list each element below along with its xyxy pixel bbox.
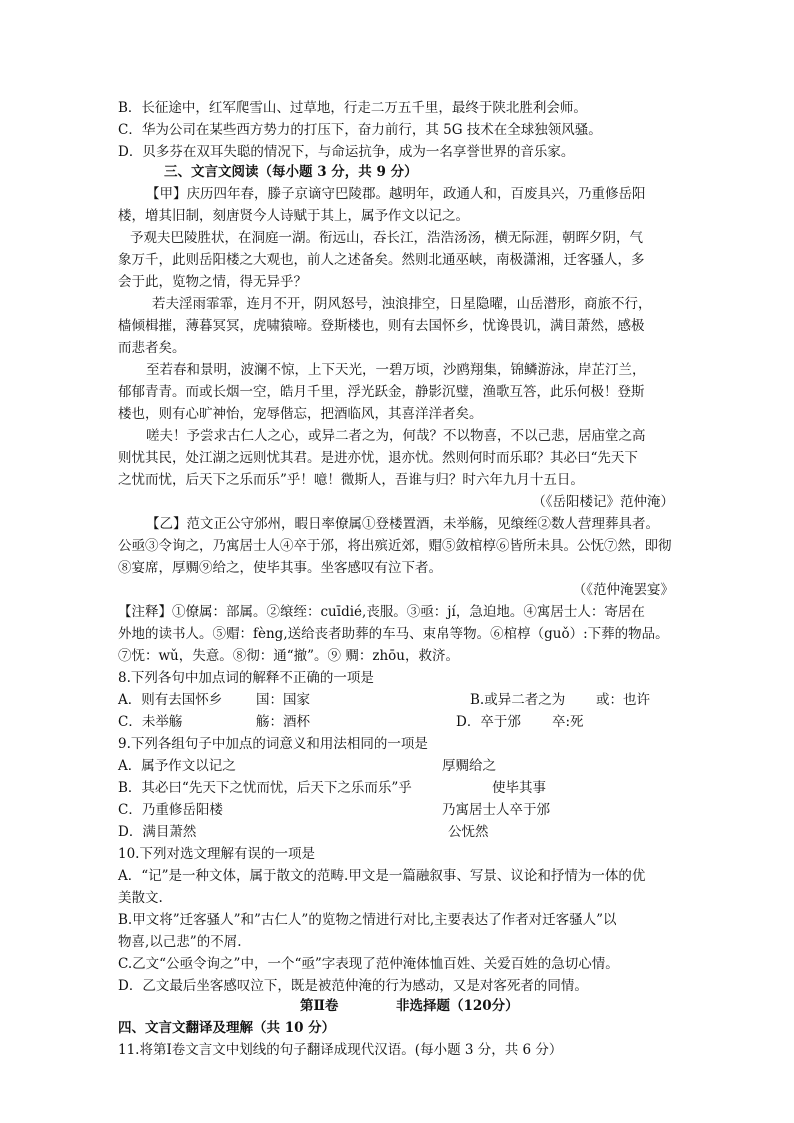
q10-option-d: D．乙文最后坐客感叹泣下，既是被范仲淹的行为感动，又是对客死者的同情。 (118, 978, 588, 994)
question-11-title: 11.将第Ⅰ卷文言文中划线的句子翻译成现代汉语。(每小题 3 分，共 6 分） (118, 1042, 563, 1058)
q9-option-a-right: 厚赒给之 (442, 758, 496, 774)
q8-option-a-gloss: 国：国家 (256, 692, 310, 708)
notes-line: ⑦怃：wǔ，失意。⑧彻：通“撤”。⑨ 赒：zhōu，救济。 (118, 648, 459, 664)
notes-line: 外地的读书人。⑤赗：fèng,送给丧者助葬的车马、束帛等物。⑥棺椁（guǒ）:下葬的物品。 (118, 626, 669, 642)
question-8-title: 8.下列各句中加点词的解释不正确的一项是 (118, 670, 374, 686)
passage-jia-line: 之忧而忧，后天下之乐而乐”乎！噫！微斯人，吾谁与归？时六年九月十五日。 (118, 472, 584, 488)
q9-option-a: A．属予作文以记之 (118, 758, 236, 774)
section-3-heading: 三、文言文阅读（每小题 3 分，共 9 分） (164, 164, 418, 180)
passage-yi-line: 【乙】范文正公守邠州，暇日率僚属①登楼置酒，未举觞，见缞绖②数人营理葬具者。 (146, 516, 659, 532)
passage-jia-line: 楼，增其旧制，刻唐贤今人诗赋于其上，属予作文以记之。 (118, 208, 469, 224)
passage-jia-line: 而悲者矣。 (118, 340, 186, 356)
q8-option-b-gloss: 或：也许 (596, 692, 650, 708)
passage-jia-line: 予观夫巴陵胜状，在洞庭一湖。衔远山，吞长江，浩浩汤汤，横无际涯，朝晖夕阴，气 (130, 230, 643, 246)
q8-option-b: B.或异二者之为 (470, 692, 566, 708)
passage-yi-line: 公亟③令询之，乃寓居士人④卒于邠，将出殡近郊，赗⑤敛棺椁⑥皆所未具。公怃⑦然，即彻 (118, 538, 672, 554)
q10-option-b-cont: 物喜,以己悲”的不屑. (118, 934, 242, 950)
q9-option-b-right: 使毕其事 (492, 780, 546, 796)
notes-line: 【注释】①僚属：部属。②缞绖：cuīdié,丧服。③亟：jí，急迫地。④寓居士人：寄居在 (118, 604, 645, 620)
passage-jia-line: 樯倾楫摧，薄暮冥冥，虎啸猿啼。登斯楼也，则有去国怀乡，忧谗畏讥，满目萧然，感极 (118, 318, 645, 334)
q10-option-a-cont: 美散文. (118, 890, 163, 906)
q8-option-a: A．则有去国怀乡 (118, 692, 223, 708)
question-9-title: 9.下列各组句子中加点的词意义和用法相同的一项是 (118, 736, 428, 752)
q9-option-d: D．满目萧然 (118, 824, 197, 840)
passage-yi-source: （《范仲淹罢宴》 (572, 582, 674, 598)
passage-jia-line: 会于此，览物之情，得无异乎？ (118, 274, 307, 290)
section-4-heading: 四、文言文翻译及理解（共 10 分） (118, 1020, 336, 1036)
q9-option-d-right: 公怃然 (448, 824, 489, 840)
q8-option-c-gloss: 觞：酒杯 (256, 714, 310, 730)
q10-option-a: A．“记”是一种文体，属于散文的范畴.甲文是一篇融叙事、写景、议论和抒情为一体的优 (118, 868, 646, 884)
passage-jia-line: 【甲】庆历四年春，滕子京谪守巴陵郡。越明年，政通人和，百废具兴，乃重修岳阳 (146, 186, 646, 202)
q8-option-d-gloss: 卒:死 (552, 714, 584, 730)
passage-jia-line: 郁郁青青。而或长烟一空，皓月千里，浮光跃金，静影沉璧，渔歌互答，此乐何极！登斯 (118, 384, 645, 400)
q8-option-c: C．未举觞 (118, 714, 183, 730)
question-10-title: 10.下列对选文理解有误的一项是 (118, 846, 315, 862)
part-2-subtitle: 非选择题（120分） (396, 998, 519, 1014)
passage-jia-line: 嗟夫！予尝求古仁人之心，或异二者之为，何哉？不以物喜，不以己悲，居庙堂之高 (146, 428, 646, 444)
q10-option-c: C.乙文“公亟令询之”中，一个“亟”字表现了范仲淹体恤百姓、关爱百姓的急切心情。 (118, 956, 619, 972)
option-b-line: B．长征途中，红军爬雪山、过草地，行走二万五千里，最终于陕北胜利会师。 (118, 100, 587, 116)
part-2-title: 第Ⅱ卷 (300, 998, 339, 1014)
q10-option-b: B.甲文将”迁客骚人”和”古仁人”的览物之情进行对比,主要表达了作者对迁客骚人”以 (118, 912, 617, 928)
passage-jia-line: 若夫淫雨霏霏，连月不开，阴风怒号，浊浪排空，日星隐曜，山岳潜形，商旅不行， (152, 296, 652, 312)
q9-option-c-right: 乃寓居士人卒于邠 (442, 802, 550, 818)
option-c-line: C．华为公司在某些西方势力的打压下，奋力前行，其 5G 技术在全球独领风骚。 (118, 122, 602, 138)
passage-jia-line: 象万千，此则岳阳楼之大观也，前人之述备矣。然则北通巫峡，南极潇湘，迁客骚人，多 (118, 252, 645, 268)
option-d-line: D．贝多芬在双耳失聪的情况下，与命运抗争，成为一名享誉世界的音乐家。 (118, 144, 575, 160)
q9-option-c: C．乃重修岳阳楼 (118, 802, 223, 818)
passage-jia-line: 楼也，则有心旷神怡，宠辱偕忘，把酒临风，其喜洋洋者矣。 (118, 406, 483, 422)
passage-jia-line: 则忧其民，处江湖之远则忧其君。是进亦忧，退亦忧。然则何时而乐耶？其必曰“先天下 (118, 450, 638, 466)
q8-option-d: D．卒于邠 (456, 714, 521, 730)
passage-jia-source: （《岳阳楼记》范仲淹） (532, 494, 674, 510)
q9-option-b: B．其必曰“先天下之忧而忧，后天下之乐而乐”乎 (118, 780, 412, 796)
passage-jia-line: 至若春和景明，波澜不惊，上下天光，一碧万顷，沙鸥翔集，锦鳞游泳，岸芷汀兰， (146, 362, 646, 378)
passage-yi-line: ⑧宴席，厚赒⑨给之，使毕其事。坐客感叹有泣下者。 (118, 560, 442, 576)
